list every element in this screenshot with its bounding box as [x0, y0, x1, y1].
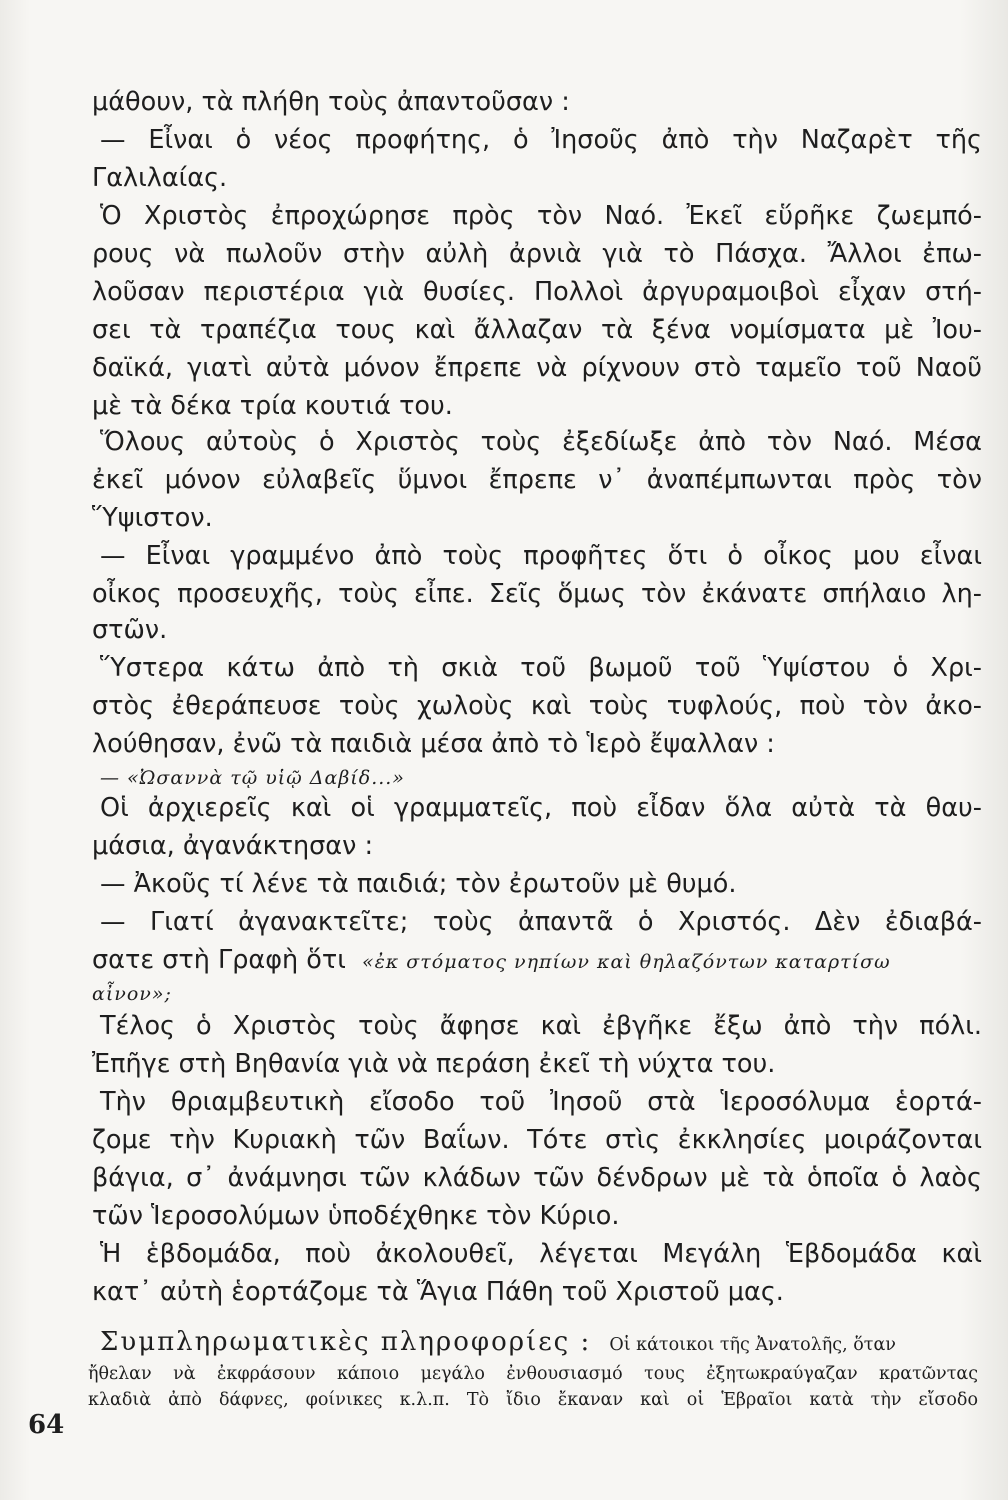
text-line: — Γιατί ἀγανακτεῖτε; τοὺς ἀπαντᾶ ὁ Χριστός. Δὲν ἐδιαβά-	[100, 907, 982, 937]
quote-line: — «Ὠσαννὰ τῷ υἱῷ Δαβίδ...»	[100, 767, 405, 789]
text-line: σει τὰ τραπέζια τους καὶ ἄλλαζαν τὰ ξένα νομίσματα μὲ Ἰου-	[92, 315, 982, 345]
text-line: Ὁ Χριστὸς ἐπροχώρησε πρὸς τὸν Ναό. Ἐκεῖ εὕρῆκε ζωεμπό-	[100, 201, 982, 231]
text-line: Ἐπῆγε στὴ Βηθανία γιὰ νὰ περάση ἐκεῖ τὴ νύχτα του.	[92, 1049, 776, 1079]
text-line: Τέλος ὁ Χριστὸς τοὺς ἄφησε καὶ ἐβγῆκε ἔξω ἀπὸ τὴν πόλι.	[100, 1011, 982, 1041]
supplement-text: Οἱ κάτοικοι τῆς Ἀνατολῆς, ὅταν	[609, 1335, 896, 1355]
text-line: λούθησαν, ἐνῶ τὰ παιδιὰ μέσα ἀπὸ τὸ Ἱερὸ ἔψαλλαν :	[92, 729, 775, 759]
text-line: μάσια, ἀγανάκτησαν :	[92, 831, 374, 861]
text-line: Τὴν θριαμβευτικὴ εἴσοδο τοῦ Ἰησοῦ στὰ Ἱεροσόλυμα ἑορτά-	[100, 1087, 982, 1117]
text-line: μὲ τὰ δέκα τρία κουτιά του.	[92, 391, 453, 421]
text-line: μάθουν, τὰ πλήθη τοὺς ἀπαντοῦσαν :	[92, 87, 570, 117]
text-line: λοῦσαν περιστέρια γιὰ θυσίες. Πολλοὶ ἀργυραμοιβοὶ εἶχαν στή-	[92, 277, 982, 307]
text-line: ἐκεῖ μόνον εὐλαβεῖς ὕμνοι ἔπρεπε ν᾿ ἀναπέμπωνται πρὸς τὸν	[92, 465, 982, 495]
text-line: Γαλιλαίας.	[92, 163, 228, 193]
supplement-line: κλαδιὰ ἀπὸ δάφνες, φοίνικες κ.λ.π. Τὸ ἴδιο ἔκαναν καὶ οἱ Ἑβραῖοι κατὰ τὴν εἴσοδο	[88, 1390, 978, 1410]
text-line: κατ᾿ αὐτὴ ἑορτάζομε τὰ Ἅγια Πάθη τοῦ Χριστοῦ μας.	[92, 1277, 784, 1307]
text-line: οἶκος προσευχῆς, τοὺς εἶπε. Σεῖς ὅμως τὸν ἐκάνατε σπήλαιο λη-	[92, 579, 982, 609]
text-line: Οἱ ἀρχιερεῖς καὶ οἱ γραμματεῖς, ποὺ εἶδαν ὅλα αὐτὰ τὰ θαυ-	[100, 793, 982, 823]
text-line: τῶν Ἱεροσολύμων ὑποδέχθηκε τὸν Κύριο.	[92, 1201, 620, 1231]
text-line: — Εἶναι ὁ νέος προφήτης, ὁ Ἰησοῦς ἀπὸ τὴν Ναζαρὲτ τῆς	[100, 125, 982, 155]
text-line: βάγια, σ᾿ ἀνάμνησι τῶν κλάδων τῶν δένδρων μὲ τὰ ὁποῖα ὁ λαὸς	[92, 1163, 982, 1193]
text-line: Ὅλους αὐτοὺς ὁ Χριστὸς τοὺς ἐξεδίωξε ἀπὸ τὸν Ναό. Μέσα	[100, 427, 982, 457]
text-line: Ὕψιστον.	[92, 503, 213, 533]
text-line: στὸς ἐθεράπευσε τοὺς χωλοὺς καὶ τοὺς τυφλούς, ποὺ τὸν ἀκο-	[92, 691, 982, 721]
scripture-quote: «ἐκ στόματος νηπίων καὶ θηλαζόντων καταρτίσω	[361, 951, 891, 973]
text-span: σατε στὴ Γραφὴ ὅτι	[92, 945, 346, 975]
text-line: — Ἀκοῦς τί λένε τὰ παιδιά; τὸν ἐρωτοῦν μὲ θυμό.	[100, 869, 737, 899]
text-line: στῶν.	[92, 615, 168, 645]
text-line-with-quote	[92, 944, 982, 978]
supplement-heading: Συμπληρωματικὲς πληροφορίες :	[100, 1327, 592, 1357]
text-line: Ὕστερα κάτω ἀπὸ τὴ σκιὰ τοῦ βωμοῦ τοῦ Ὑψίστου ὁ Χρι-	[100, 653, 982, 683]
supplement-first-line	[100, 1326, 982, 1361]
text-line: ζομε τὴν Κυριακὴ τῶν Βαΐων. Τότε στὶς ἐκκλησίες μοιράζονται	[92, 1125, 982, 1155]
supplement-line: ἤθελαν νὰ ἐκφράσουν κάποιο μεγάλο ἐνθουσιασμό τους ἐξητωκραύγαζαν κρατῶντας	[88, 1364, 978, 1384]
text-line: ρους νὰ πωλοῦν στὴν αὐλὴ ἀρνιὰ γιὰ τὸ Πάσχα. Ἄλλοι ἐπω-	[92, 239, 982, 269]
quote-line: αἶνον»;	[92, 983, 172, 1005]
text-line: δαϊκά, γιατὶ αὐτὰ μόνον ἔπρεπε νὰ ρίχνουν στὸ ταμεῖο τοῦ Ναοῦ	[92, 353, 982, 383]
text-line: Ἡ ἑβδομάδα, ποὺ ἀκολουθεῖ, λέγεται Μεγάλη Ἑβδομάδα καὶ	[100, 1239, 982, 1269]
text-line: — Εἶναι γραμμένο ἀπὸ τοὺς προφῆτες ὅτι ὁ οἶκος μου εἶναι	[100, 541, 982, 571]
page-number: 64	[28, 1410, 65, 1440]
